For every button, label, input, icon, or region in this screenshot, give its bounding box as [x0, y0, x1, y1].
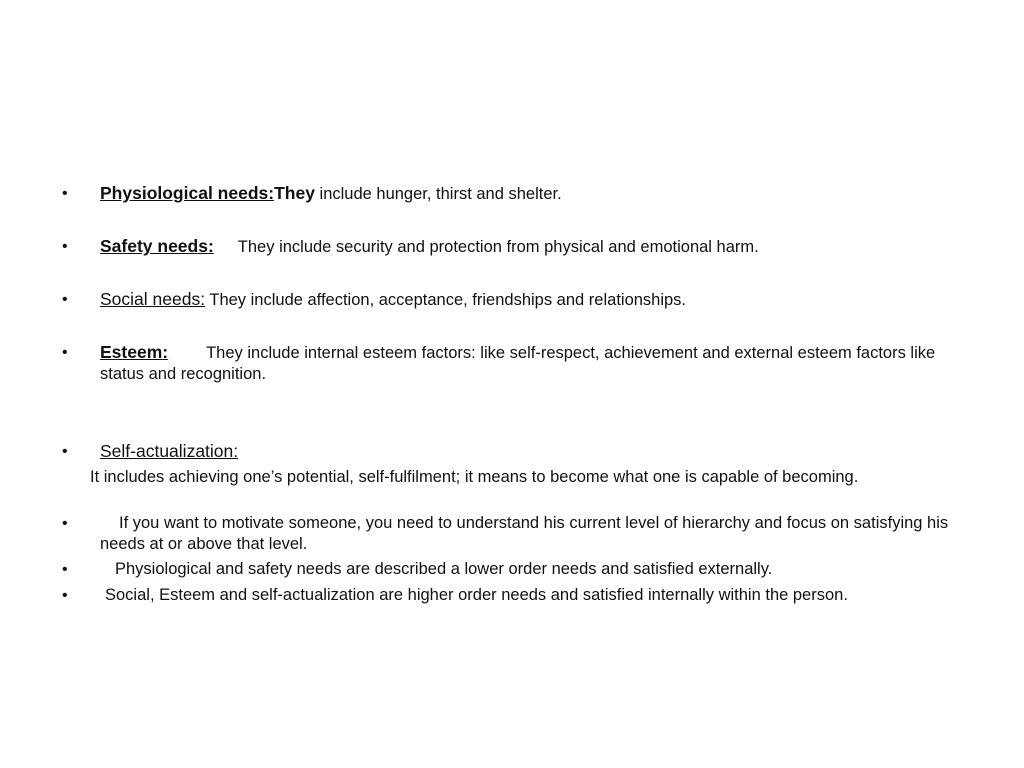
item-text: They include security and protection from physical and emotional harm.	[237, 238, 759, 256]
term-lead-word: They	[274, 183, 315, 203]
item-content	[100, 513, 972, 555]
bullet: •	[62, 344, 68, 361]
item-content	[100, 183, 972, 205]
item-text: They include affection, acceptance, friendships and relationships.	[205, 291, 687, 309]
item-text: Physiological and safety needs are described a lower order needs and satisfied externally.	[115, 560, 773, 578]
term-social-needs: Social needs:	[100, 289, 206, 309]
bullet: •	[62, 238, 68, 255]
term-physiological-needs: Physiological needs:	[100, 183, 275, 203]
item-content	[100, 585, 972, 606]
bullet: •	[62, 561, 68, 578]
bullet: •	[62, 443, 68, 460]
item-content	[100, 342, 972, 385]
item-content	[100, 441, 972, 463]
self-actualization-description: It includes achieving one’s potential, self-fulfilment; it means to become what one is capable of becoming.	[90, 468, 859, 486]
item-text: Social, Esteem and self-actualization are higher order needs and satisfied internally within the person.	[105, 586, 848, 604]
item-text: include hunger, thirst and shelter.	[314, 185, 562, 203]
bullet: •	[62, 587, 68, 604]
term-self-actualization: Self-actualization:	[100, 441, 239, 461]
item-content	[100, 289, 972, 311]
term-esteem: Esteem:	[100, 342, 169, 362]
bullet: •	[62, 515, 68, 532]
item-text: They include internal esteem factors: like self-respect, achievement and external esteem factors like status and recognition.	[100, 344, 936, 383]
bullet: •	[62, 291, 68, 308]
item-content	[100, 559, 972, 580]
term-safety-needs: Safety needs:	[100, 236, 214, 256]
item-content	[100, 236, 972, 258]
bullet: •	[62, 185, 68, 202]
item-text: If you want to motivate someone, you need to understand his current level of hierarchy and focus on satisfying his needs at or above that level.	[100, 514, 949, 553]
